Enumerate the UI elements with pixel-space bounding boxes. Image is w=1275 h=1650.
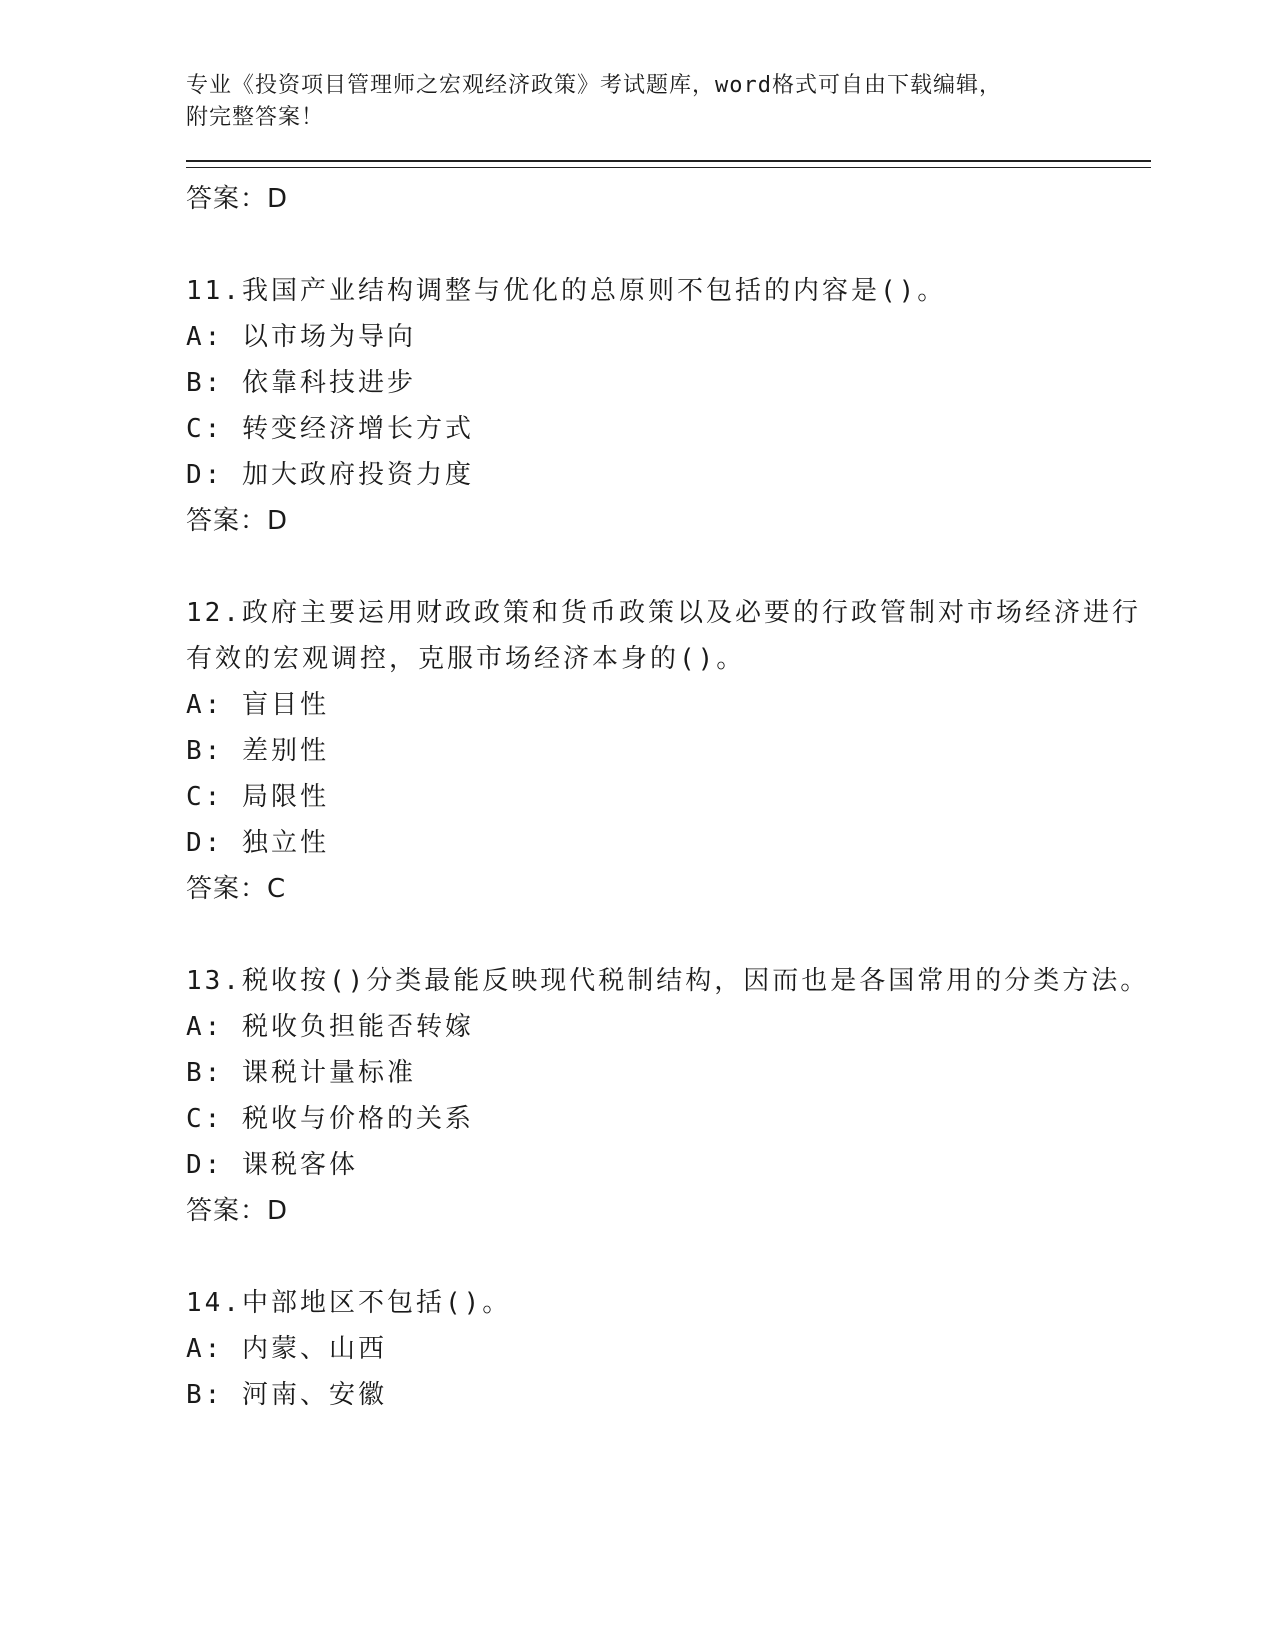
option-c: C: 税收与价格的关系 <box>186 1104 474 1134</box>
header-line-2: 附完整答案！ <box>186 105 325 130</box>
question-stem: 14.中部地区不包括()。 <box>186 1288 512 1318</box>
option-a: A: 内蒙、山西 <box>186 1334 387 1364</box>
option-a: A: 盲目性 <box>186 690 329 720</box>
question-13 <box>186 958 1151 1234</box>
option-b: B: 河南、安徽 <box>186 1380 387 1410</box>
option-a: A: 税收负担能否转嫁 <box>186 1012 474 1042</box>
question-stem: 13.税收按()分类最能反映现代税制结构，因而也是各国常用的分类方法。 <box>186 966 1150 996</box>
answer-line: 答案：D <box>186 506 289 536</box>
question-11 <box>186 268 1151 544</box>
answer-line: 答案：C <box>186 874 287 904</box>
option-c: C: 转变经济增长方式 <box>186 414 474 444</box>
question-12 <box>186 590 1151 912</box>
option-d: D: 课税客体 <box>186 1150 358 1180</box>
header-line-1: 专业《投资项目管理师之宏观经济政策》考试题库，word格式可自由下载编辑， <box>186 73 1002 98</box>
question-stem: 12.政府主要运用财政政策和货币政策以及必要的行政管制对市场经济进行有效的宏观调控，克服市场经济本身的()。 <box>186 598 1141 674</box>
question-stem: 11.我国产业结构调整与优化的总原则不包括的内容是()。 <box>186 276 947 306</box>
header-divider <box>186 160 1151 168</box>
question-14 <box>186 1280 1151 1418</box>
option-c: C: 局限性 <box>186 782 329 812</box>
answer-line: 答案：D <box>186 184 289 214</box>
option-a: A: 以市场为导向 <box>186 322 416 352</box>
option-b: B: 课税计量标准 <box>186 1058 416 1088</box>
option-d: D: 加大政府投资力度 <box>186 460 474 490</box>
document-page <box>186 70 1151 1418</box>
document-header <box>186 70 1151 134</box>
option-d: D: 独立性 <box>186 828 329 858</box>
answer-line: 答案：D <box>186 1196 289 1226</box>
option-b: B: 依靠科技进步 <box>186 368 416 398</box>
option-b: B: 差别性 <box>186 736 329 766</box>
